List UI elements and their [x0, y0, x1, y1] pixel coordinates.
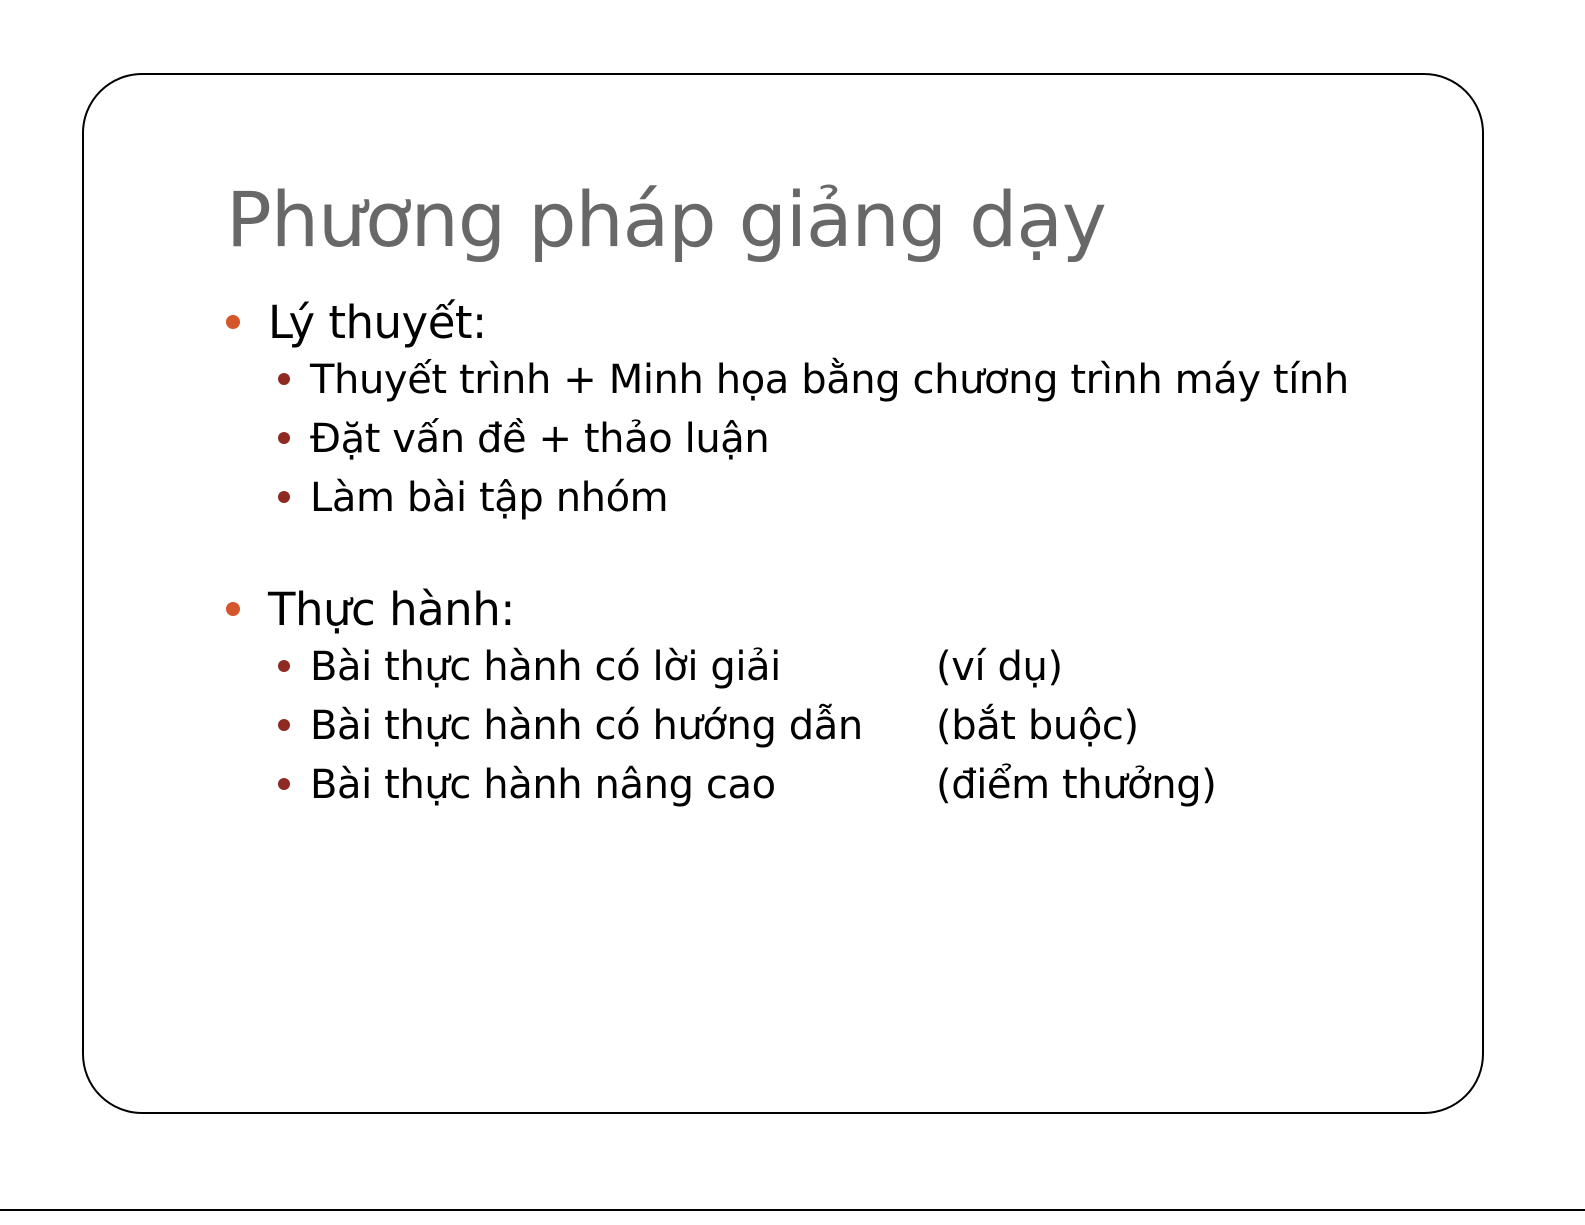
- circle-bullet-icon: [278, 778, 290, 790]
- list-item-text: Đặt vấn đề + thảo luận: [310, 416, 770, 462]
- list-item-note: (ví dụ): [936, 644, 1063, 690]
- page-bottom-rule: [0, 1209, 1585, 1211]
- circle-bullet-icon: [226, 315, 240, 329]
- list-item-label: Bài thực hành có hướng dẫn: [310, 703, 863, 749]
- circle-bullet-icon: [226, 602, 240, 616]
- bullet-list: [226, 354, 1426, 525]
- section-heading-text: Lý thuyết:: [268, 296, 487, 349]
- list-item-label: Bài thực hành có lời giải: [310, 644, 781, 690]
- list-item-label: Bài thực hành nâng cao: [310, 762, 776, 808]
- list-item: [278, 472, 1426, 525]
- section-ly-thuyet: [226, 292, 1426, 525]
- list-item-text: Làm bài tập nhóm: [310, 475, 669, 521]
- circle-bullet-icon: [278, 373, 290, 385]
- list-item: [278, 700, 1426, 753]
- circle-bullet-icon: [278, 432, 290, 444]
- list-item: [278, 413, 1426, 466]
- slide-title: Phương pháp giảng dạy: [226, 175, 1106, 264]
- slide-content: [226, 292, 1426, 818]
- list-item: [278, 354, 1426, 407]
- list-item: [278, 759, 1426, 812]
- section-heading-text: Thực hành:: [268, 583, 515, 636]
- circle-bullet-icon: [278, 719, 290, 731]
- circle-bullet-icon: [278, 660, 290, 672]
- list-item-note: (bắt buộc): [936, 703, 1139, 749]
- list-item-note: (điểm thưởng): [936, 762, 1217, 808]
- section-thuc-hanh: [226, 579, 1426, 812]
- bullet-list: [226, 641, 1426, 812]
- circle-bullet-icon: [278, 491, 290, 503]
- list-item-text: Thuyết trình + Minh họa bằng chương trình máy tính: [310, 357, 1349, 403]
- list-item: [278, 641, 1426, 694]
- section-heading: [226, 579, 1426, 641]
- section-heading: [226, 292, 1426, 354]
